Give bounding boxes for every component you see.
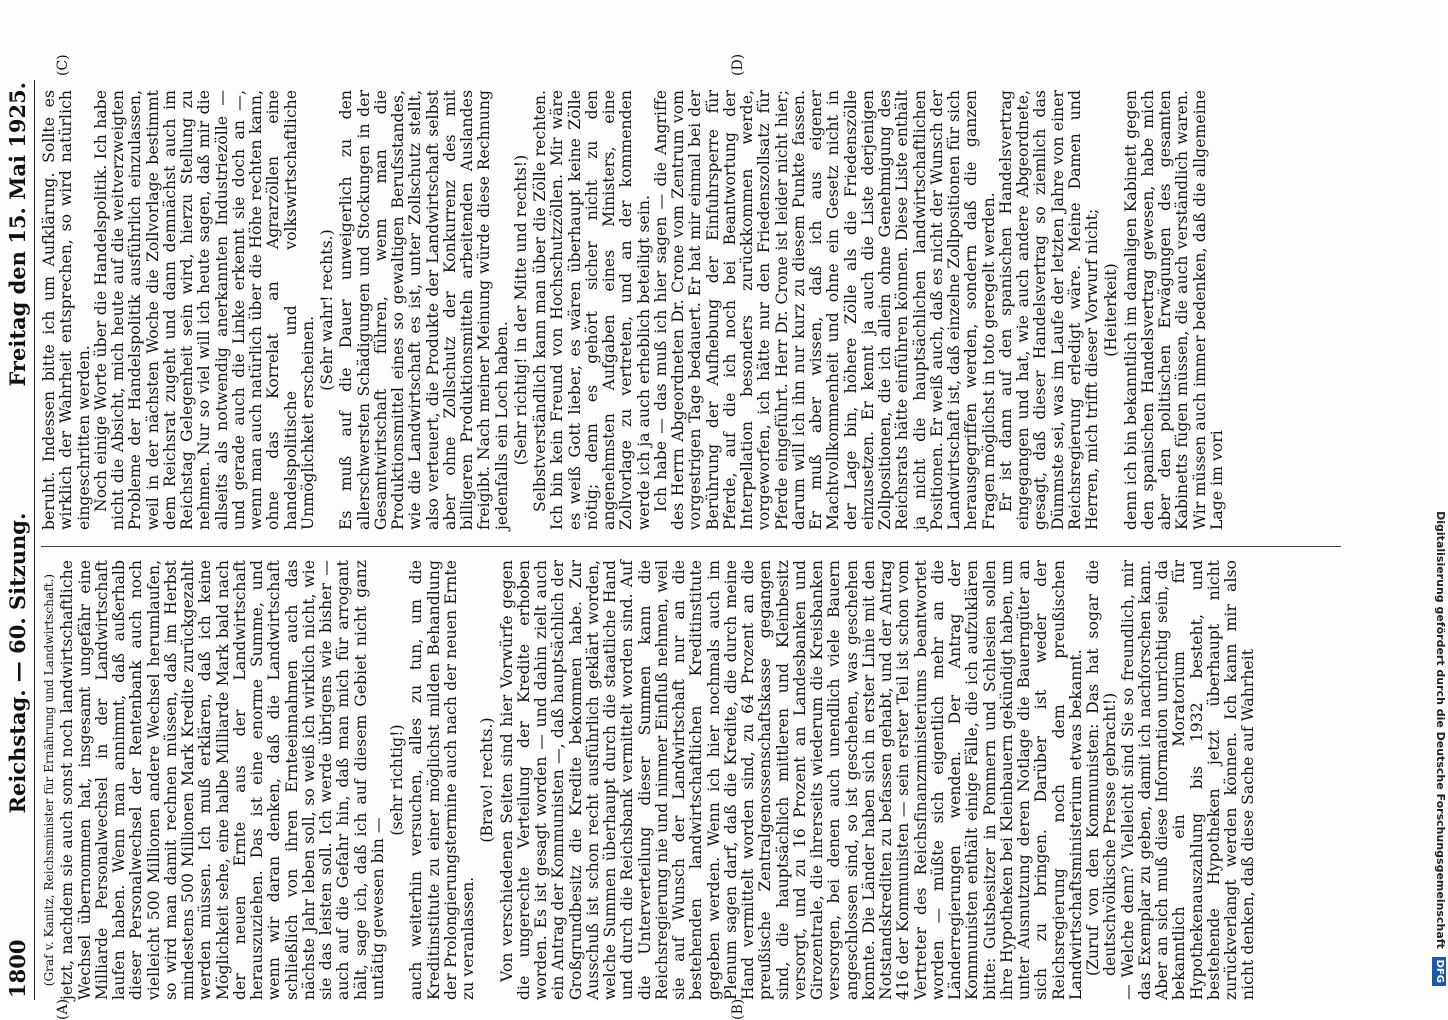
rotated-document-page <box>0 53 1355 1020</box>
right-paragraph-7: Er ist dann auf den spanischen Handelsvertrag eingegangen und hat, wie auch andere Abgeordnete, gesagt, daß dieser Handelsvertrag so ziemlich das Dümmste sei, was im Laufe der letzten Jahre von einer Reichsregierung erledigt wäre. Meine Damen und Herren, mich trifft dieser Vorwurf nicht; <box>996 90 1101 530</box>
left-paragraph-5: (Zuruf von den Kommunisten: Das hat sogar die deutschvölkische Presse gebracht!) <box>1084 560 1120 976</box>
margin-marker-a: (A) <box>55 998 71 1020</box>
session-date: Freitag den 15. Mai 1925. <box>5 82 30 387</box>
left-paragraph-0: jetzt, nachdem sie auch sonst noch landwirtschaftliche Wechsel übernommen hat, insgesamt ungefähr eine Milliarde Personalwechsel in der Landwirtschaft laufen haben. Wenn man annimmt, daß außerhalb dieser Personalwechsel der Rentenbank auch noch vielleicht 500 Millionen andere Wechsel herumlaufen, so wird man damit rechnen müssen, daß im Herbst mindestens 500 Millionen Mark Kredite zurückgezahlt werden müssen. Ich muß erklären, daß ich keine Möglichkeit sehe, eine halbe Milliarde Mark bald nach der neuen Ernte aus der Landwirtschaft herauszuziehen. Das ist eine enorme Summe, und wenn wir daran denken, daß die Landwirtschaft schließlich von ihren Ernteeinnahmen auch das nächste Jahr leben soll, so weiß ich wirklich nicht, wie sie das leisten soll. Ich werde übrigens wie bisher — auch auf die Gefahr hin, daß man mich für arrogant hält, sage ich, daß ich auf diesem Gebiet nicht ganz untätig gewesen bin — <box>58 560 387 1000</box>
dfg-credit <box>1416 14 1447 986</box>
right-paragraph-4: (Sehr richtig! in der Mitte und rechts!) <box>511 154 530 466</box>
left-paragraph-4: Von verschiedenen Seiten sind hier Vorwürfe gegen die ungerechte Verteilung der Kredite erhoben worden. Es ist gesagt worden — und dahin zielt auch ein Antrag der Kommunisten —, daß hauptsächlich der Großgrundbesitz die Kredite bekommen habe. Zur Ausschuß ist schon recht ausführlich geklärt worden, welche Summen überhaupt durch die staatliche Hand und durch die Reichsbank vermittelt worden sind. Auf die Unterverteilung dieser Summen kann die Reichsregierung nie und nimmer Einfluß nehmen, weil sie auf Wunsch der Landwirtschaft nur an die bestehenden landwirtschaftlichen Kreditinstitute gegeben werden. Wenn ich hier nochmals auch im Plenum sagen darf, daß die Kredite, die durch meine Hand vermittelt worden sind, zu 64 Prozent an die preußische Zentralgenossenschaftskasse gegangen sind, die hauptsächlich mittleren und Kleinbesitz versorgt, und zu 16 Prozent an Landesbanken und Girozentrale, die ihrerseits wiederum die Kreisbanken versorgen, bei denen auch unendlich viele Bauern angeschlossen sind, so ist geschehen, was geschehen konnte. Die Länder haben sich in erster Linie mit den Notstandskrediten zu befassen gehabt, und der Antrag 416 der Kommunisten — sein erster Teil ist schon vom Vertreter des Reichsfinanzministeriums beantwortet worden — müßte sich eigentlich mehr an die Länderregierungen wenden. Der Antrag der Kommunisten enthält einige Fälle, die ich aufzuklären bitte: Gutsbesitzer in Pommern und Schlesien sollen ihre Hypotheken bei Kleinbauern gekündigt haben, um unter Ausnutzung deren Notlage die Bauerngüter an sich zu bringen. Darüber ist weder der Reichsregierung noch dem preußischen Landwirtschaftsministerium etwas bekannt. <box>497 560 1085 1000</box>
margin-marker-c: (C) <box>55 54 71 76</box>
right-paragraph-8: (Heiterkeit) <box>1102 263 1121 357</box>
right-paragraph-5: Selbstverständlich kann man über die Zölle rechten. Ich bin kein Freund von Hochschutzzöllen. Mir wäre es weiß Gott lieber, es wären überhaupt keine Zölle nötig; denn es gehört sicher nicht zu den angenehmsten Aufgaben eines Ministers, eine Zollvorlage zu vertreten, und an der kommenden werde ich ja auch erheblich beteiligt sein. <box>531 90 653 530</box>
column-divider <box>41 546 1341 547</box>
right-paragraph-9: denn ich bin bekanntlich im damaligen Kabinett gegen den spanischen Handelsvertrag gewesen, habe mich aber den politischen Erwägungen des gesamten Kabinetts fügen müssen, die auch verständlich waren. Wir müssen auch immer bedenken, daß die allgemeine Lage im vori <box>1121 90 1226 530</box>
credit-text: Digitalisierung gefördert durch die Deutsche Forschungsgemeinschaft <box>1434 511 1447 949</box>
session-title: Reichstag. — 60. Sitzung. <box>5 512 30 814</box>
page-number: 1800 <box>5 939 30 998</box>
left-paragraph-1: (sehr richtig!) <box>388 724 406 836</box>
dfg-logo: DFG <box>1432 957 1446 986</box>
margin-marker-b: (B) <box>730 998 746 1020</box>
right-paragraph-3: Es muß auf die Dauer unweigerlich zu den allerschwersten Schädigungen und Stockungen in der Gesamtwirtschaft führen, wenn man die Produktionsmittel eines so gewaltigen Berufsstandes, wie die Landwirtschaft es ist, unter Zollschutz stellt, also verteuert, die Produkte der Landwirtschaft selbst aber ohne Zollschutz der Konkurrenz des mit billigeren Produktionsmitteln arbeitenden Auslandes freigibt. Nach meiner Meinung würde diese Rechnung jedenfalls ein Loch haben. <box>337 90 511 530</box>
left-column <box>41 560 1351 1000</box>
margin-marker-d: (D) <box>730 53 746 76</box>
left-paragraph-3: (Bravo! rechts.) <box>478 717 497 843</box>
right-paragraph-2: (Sehr wahr! rechts.) <box>318 229 336 391</box>
right-column <box>41 90 1351 530</box>
left-paragraph-6: — Welche denn? Vielleicht sind Sie so freundlich, mir das Exemplar zu geben, damit ich nachforschen kann. Aber an sich muß diese Information unrichtig sein, da bekanntlich ein Moratorium für Hypothekenauszahlung bis 1932 besteht, und bestehende Hypotheken jetzt überhaupt nicht zurückverlangt werden können. Ich kann mir also nicht denken, daß diese Sache auf Wahrheit <box>1118 560 1258 1000</box>
right-paragraph-0: beruht. Indessen bitte ich um Aufklärung. Sollte es wirklich der Wahrheit entsprechen, so wird natürlich eingeschritten werden. <box>40 90 93 530</box>
right-paragraph-6: Ich habe — das muß ich hier sagen — die Angriffe des Herrn Abgeordneten Dr. Crone vom Zentrum vom vorgestrigen Tage bedauert. Er hat mir einmal bei der Berührung der Aufhebung der Einfuhrsperre für Pferde, auf die ich noch bei Beantwortung der Interpellation besonders zurückkommen werde, vorgeworfen, ich hätte nur den Friedenszollsatz für Pferde eingeführt. Herr Dr. Crone ist leider nicht hier; darum will ich ihn nur kurz zu diesem Punkte fassen. Er muß aber wissen, daß ich aus eigener Machtvollkommenheit und ohne ein Gesetz nicht in der Lage bin, höhere Zölle als die Friedenszölle einzusetzen. Er kennt ja auch die Liste derjenigen Zollpositionen, die ich allein ohne Genehmigung des Reichsrats hätte einführen können. Diese Liste enthält ja nicht die hauptsächlichen landwirtschaftlichen Positionen. Er weiß auch, daß es nicht der Wunsch der Landwirtschaft ist, daß einzelne Zollpositionen für sich herausgegriffen werden, sondern daß die ganzen Fragen möglichst in toto geregelt werden. <box>651 90 998 530</box>
page-header <box>0 80 35 1000</box>
left-paragraph-2: auch weiterhin versuchen, alles zu tun, um die Kreditinstitute zu einer möglichst milden Behandlung der Prolongierungstermine auch nach der neuen Ernte zu veranlassen. <box>407 560 477 1000</box>
speaker-tag: (Graf v. Kanitz, Reichsminister für Ernährung und Landwirtschaft.) <box>42 573 56 987</box>
right-paragraph-1: Noch einige Worte über die Handelspolitik. Ich habe nicht die Absicht, mich heute auf die weitverzweigten Probleme der Handelspolitik ausführlich einzulassen, weil in der nächsten Woche die Zollvorlage bestimmt dem Reichsrat zugeht und dann demnächst auch im Reichstag Gelegenheit sein wird, hierzu Stellung zu nehmen. Nur so viel will ich heute sagen, daß mir die allseits als notwendig anerkannten Industriezölle — und gerade auch die Linke erkennt sie doch an —, wenn man auch natürlich über die Höhe rechten kann, ohne das Korrelat an Agrarzöllen eine handelspolitische und volkswirtschaftliche Unmöglichkeit erscheinen. <box>91 90 317 530</box>
